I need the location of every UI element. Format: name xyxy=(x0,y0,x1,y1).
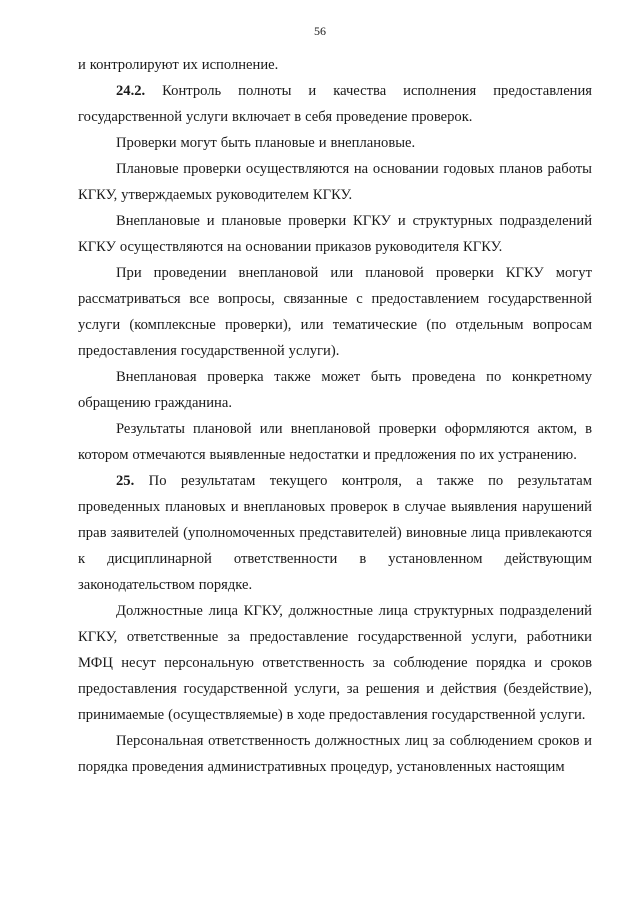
paragraph-text: Должностные лица КГКУ, должностные лица структурных подразделений КГКУ, ответственные за предоставление государственной услуги, работники МФЦ несут персональную ответственность за соблюдение порядка и сроков предоставления государственной услуги, за решения и действия (бездействие), принимаемые (осуществляемые) в ходе предоставления государственной услуги. xyxy=(78,603,592,723)
paragraph-text: Контроль полноты и качества исполнения предоставления государственной услуги включает в себя проведение проверок. xyxy=(78,83,593,125)
page-number: 56 xyxy=(314,24,326,38)
paragraph-text: Персональная ответственность должностных лиц за соблюдением сроков и порядка проведения административных процедур, установленных настоящим xyxy=(78,733,592,775)
paragraph xyxy=(78,156,592,208)
paragraph xyxy=(78,208,592,260)
clause-number: 24.2. xyxy=(116,83,146,99)
paragraph xyxy=(78,598,592,728)
clause-number: 25. xyxy=(116,473,135,489)
paragraph xyxy=(78,416,592,468)
paragraph-24-2 xyxy=(78,78,592,130)
paragraph-text: Проверки могут быть плановые и внеплановые. xyxy=(116,135,416,151)
paragraph xyxy=(78,260,592,364)
paragraph-last xyxy=(78,728,592,780)
document-body xyxy=(78,52,592,780)
paragraph-text: При проведении внеплановой или плановой проверки КГКУ могут рассматриваться все вопросы, связанные с предоставлением государственной услуги (комплексные проверки), или тематические (по отдельным вопросам предоставления государственной услуги). xyxy=(78,265,592,359)
paragraph-text: Плановые проверки осуществляются на основании годовых планов работы КГКУ, утверждаемых руководителем КГКУ. xyxy=(78,161,592,203)
paragraph-25 xyxy=(78,468,592,598)
paragraph-text: и контролируют их исполнение. xyxy=(78,57,279,73)
paragraph-text: Внеплановая проверка также может быть проведена по конкретному обращению гражданина. xyxy=(78,369,592,411)
paragraph-text: Внеплановые и плановые проверки КГКУ и структурных подразделений КГКУ осуществляются на основании приказов руководителя КГКУ. xyxy=(78,213,592,255)
paragraph-text: Результаты плановой или внеплановой проверки оформляются актом, в котором отмечаются выявленные недостатки и предложения по их устранению. xyxy=(78,421,592,463)
paragraph xyxy=(78,364,592,416)
paragraph-continuation xyxy=(78,52,592,78)
paragraph-text: По результатам текущего контроля, а также по результатам проведенных плановых и внеплановых проверок в случае выявления нарушений прав заявителей (уполномоченных представителей) виновные лица привлекаются к дисциплинарной ответственности в установленном действующим законодательством порядке. xyxy=(78,473,592,593)
paragraph xyxy=(78,130,592,156)
